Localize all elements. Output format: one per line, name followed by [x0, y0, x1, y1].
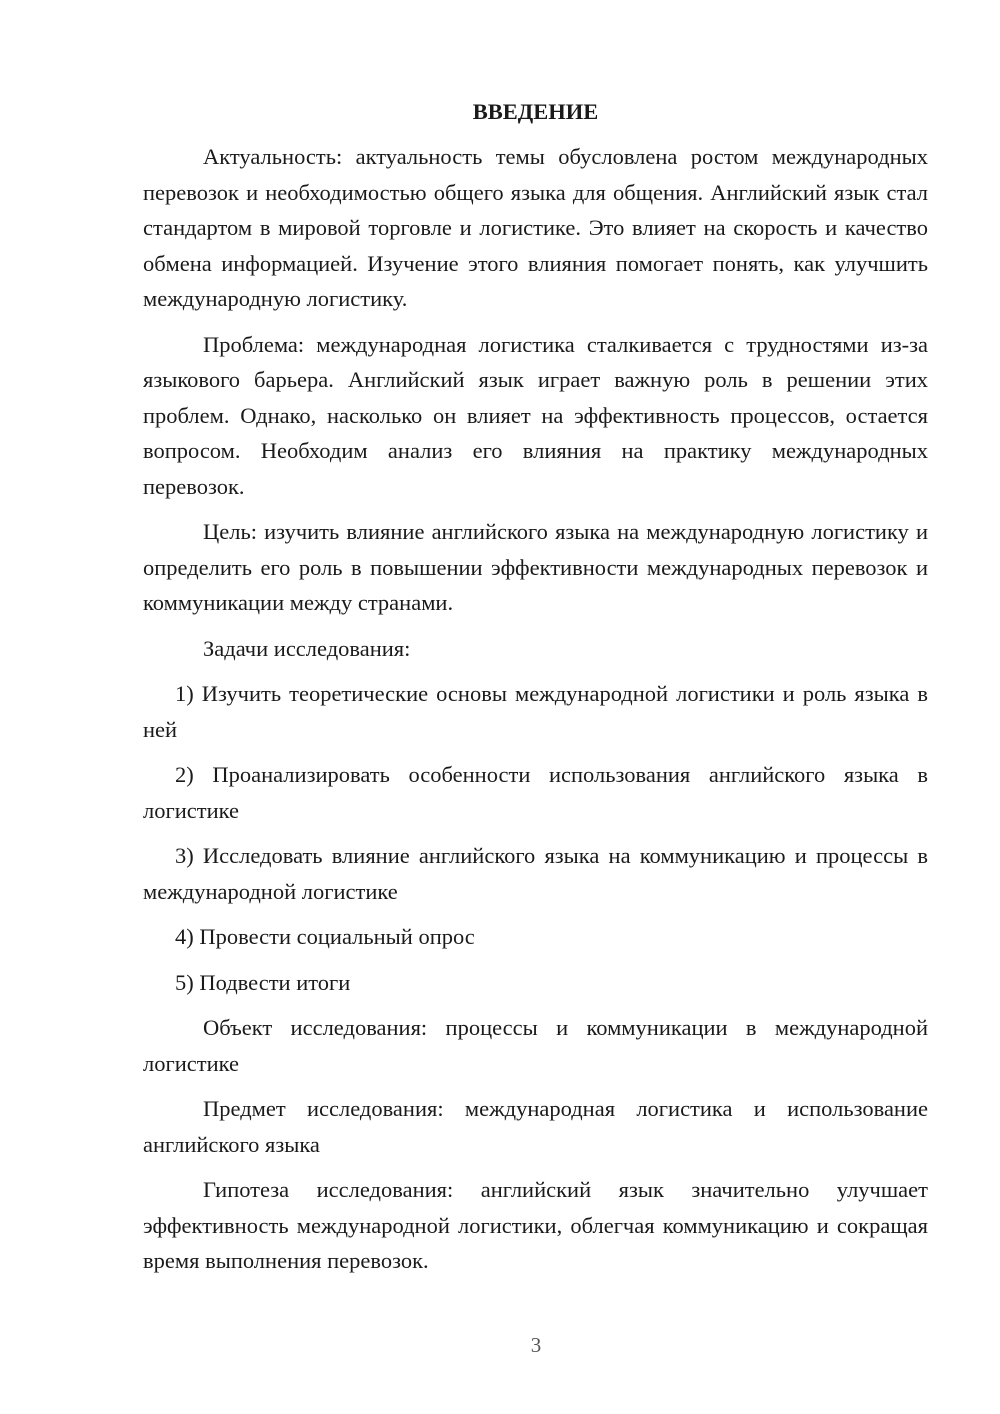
tasks-heading: Задачи исследования:	[203, 635, 411, 661]
task-item: 4) Провести социальный опрос	[175, 924, 475, 949]
subject-paragraph: Предмет исследования: международная логистика и использование английского языка	[143, 1096, 928, 1157]
task-item: 1) Изучить теоретические основы международной логистики и роль языка в ней	[143, 681, 928, 742]
object-paragraph: Объект исследования: процессы и коммуникации в международной логистике	[143, 1015, 928, 1076]
task-item: 3) Исследовать влияние английского языка на коммуникацию и процессы в международной логистике	[143, 843, 928, 904]
task-item: 5) Подвести итоги	[175, 969, 351, 995]
relevance-paragraph: Актуальность: актуальность темы обусловлена ростом международных перевозок и необходимостью общего языка для общения. Английский язык стал стандартом в мировой торговле и логистике. Это влияет на скорость и качество обмена информацией. Изучение этого влияния помогает понять, как улучшить международную логистику.	[143, 144, 928, 311]
section-heading: ВВЕДЕНИЕ	[472, 99, 599, 124]
hypothesis-paragraph: Гипотеза исследования: английский язык значительно улучшает эффективность международной логистики, облегчая коммуникацию и сокращая время выполнения перевозок.	[143, 1177, 928, 1273]
page-number: 3	[530, 1333, 542, 1357]
task-item: 2) Проанализировать особенности использования английского языка в логистике	[143, 762, 928, 823]
goal-paragraph: Цель: изучить влияние английского языка на международную логистику и определить его роль в повышении эффективности международных перевозок и коммуникации между странами.	[143, 519, 928, 615]
problem-paragraph: Проблема: международная логистика сталкивается с трудностями из-за языкового барьера. Английский язык играет важную роль в решении этих проблем. Однако, насколько он влияет на эффективность процессов, остается вопросом. Необходим анализ его влияния на практику международных перевозок.	[143, 331, 928, 499]
document-body	[143, 94, 928, 1289]
